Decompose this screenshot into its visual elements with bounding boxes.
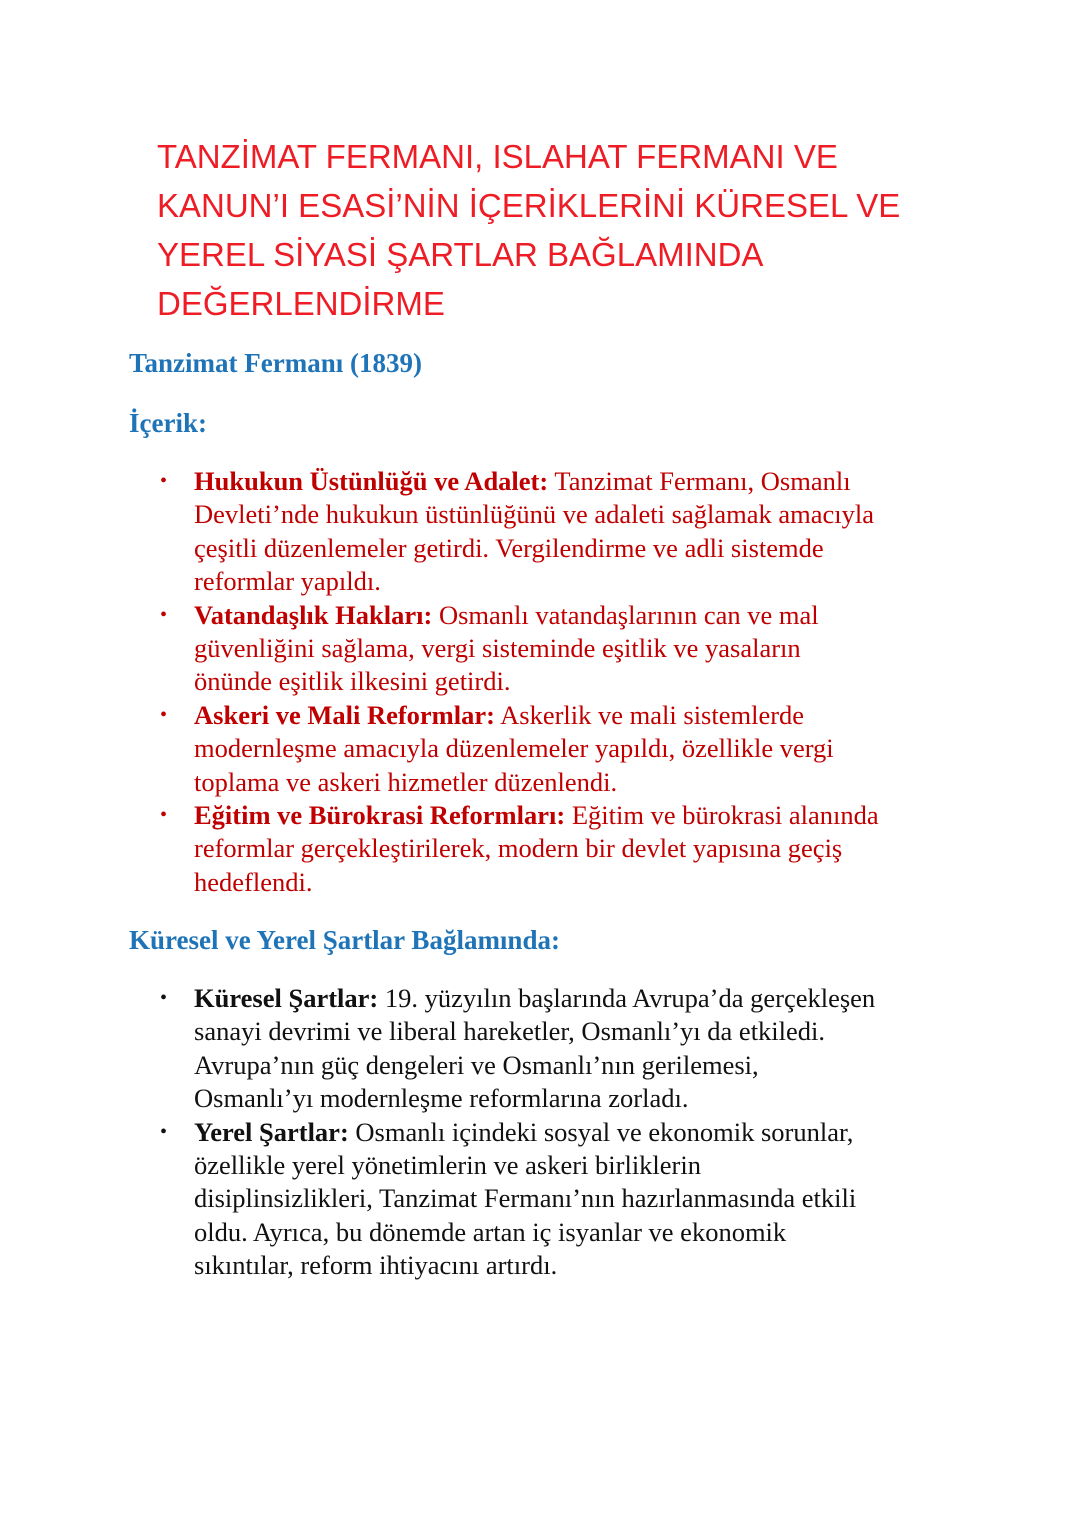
title-line: YEREL SİYASİ ŞARTLAR BAĞLAMINDA [157,236,764,273]
item-line [194,832,879,865]
content-list [160,465,879,899]
item-text: Osmanlı’yı modernleşme reformlarına zorladı. [194,1083,689,1114]
item-line [194,532,879,565]
bullet-icon: • [160,804,168,827]
item-label: Eğitim ve Bürokrasi Reformları: [194,800,566,831]
item-label: Yerel Şartlar: [194,1116,349,1147]
item-text: toplama ve askeri hizmetler düzenlendi. [194,766,618,797]
item-line [194,1216,875,1249]
item-label: Askeri ve Mali Reformlar: [194,699,495,730]
item-line [194,1015,875,1048]
item-line [194,498,879,531]
item-line [194,665,879,698]
item-line [194,565,879,598]
item-line [194,1116,875,1149]
item-text: Osmanlı içindeki sosyal ve ekonomik sorunlar, [348,1116,854,1147]
bullet-icon: • [160,603,168,626]
item-line [194,732,879,765]
item-line [194,1082,875,1115]
item-line [194,1149,875,1182]
item-text: sıkıntılar, reform ihtiyacını artırdı. [194,1250,558,1281]
item-text: hedeflendi. [194,866,313,897]
item-line [194,982,875,1015]
title-line: TANZİMAT FERMANI, ISLAHAT FERMANI VE [157,138,838,175]
item-label: Vatandaşlık Hakları: [194,599,433,630]
item-line [194,1249,875,1282]
item-text: güvenliğini sağlama, vergi sisteminde eşitlik ve yasaların [194,633,801,664]
document-title [157,132,900,328]
item-label: Küresel Şartlar: [194,983,379,1013]
item-line [194,799,879,832]
item-text: Askerlik ve mali sistemlerde [494,699,805,730]
item-text: reformlar gerçekleştirilerek, modern bir devlet yapısına geçiş [194,833,843,864]
item-text: reformlar yapıldı. [194,566,381,597]
bullet-icon: • [160,1120,168,1143]
context-list [160,982,875,1283]
item-line [194,599,879,632]
item-text: önünde eşitlik ilkesini getirdi. [194,666,511,697]
item-text: Avrupa’nın güç dengeleri ve Osmanlı’nın gerilemesi, [194,1049,759,1080]
section-heading: Tanzimat Fermanı (1839) [129,348,422,378]
list-item [160,1116,875,1283]
content-heading: İçerik: [129,408,207,438]
bullet-icon: • [160,703,168,726]
list-item [160,799,879,899]
item-text: sanayi devrimi ve liberal hareketler, Osmanlı’yı da etkiledi. [194,1016,826,1047]
item-text: modernleşme amacıyla düzenlemeler yapıldı, özellikle vergi [194,733,834,764]
item-line [194,632,879,665]
item-text: çeşitli düzenlemeler getirdi. Vergilendirme ve adli sistemde [194,532,824,563]
item-text: Devleti’nde hukukun üstünlüğünü ve adaleti sağlamak amacıyla [194,499,874,530]
item-text: oldu. Ayrıca, bu dönemde artan iç isyanlar ve ekonomik [194,1216,787,1247]
list-item [160,465,879,599]
list-item [160,699,879,799]
item-label: Hukukun Üstünlüğü ve Adalet: [194,466,549,496]
item-text: disiplinsizlikleri, Tanzimat Fermanı’nın hazırlanmasında etkili [194,1183,857,1214]
item-text: Eğitim ve bürokrasi alanında [565,800,879,831]
context-heading: Küresel ve Yerel Şartlar Bağlamında: [129,925,560,955]
item-line [194,1182,875,1215]
item-line [194,1049,875,1082]
bullet-icon: • [160,470,168,492]
title-line: KANUN’I ESASİ’NİN İÇERİKLERİNİ KÜRESEL VE [157,187,901,224]
item-line [194,866,879,899]
list-item [160,982,875,1116]
item-line [194,699,879,732]
list-item [160,599,879,699]
item-line [194,465,879,498]
item-text: Osmanlı vatandaşlarının can ve mal [432,599,819,630]
item-line [194,766,879,799]
item-text: Tanzimat Fermanı, Osmanlı [548,466,851,496]
item-text: özellikle yerel yönetimlerin ve askeri birliklerin [194,1150,701,1181]
bullet-icon: • [160,987,168,1009]
title-line: DEĞERLENDİRME [157,285,445,322]
item-text: 19. yüzyılın başlarında Avrupa’da gerçekleşen [378,983,876,1013]
